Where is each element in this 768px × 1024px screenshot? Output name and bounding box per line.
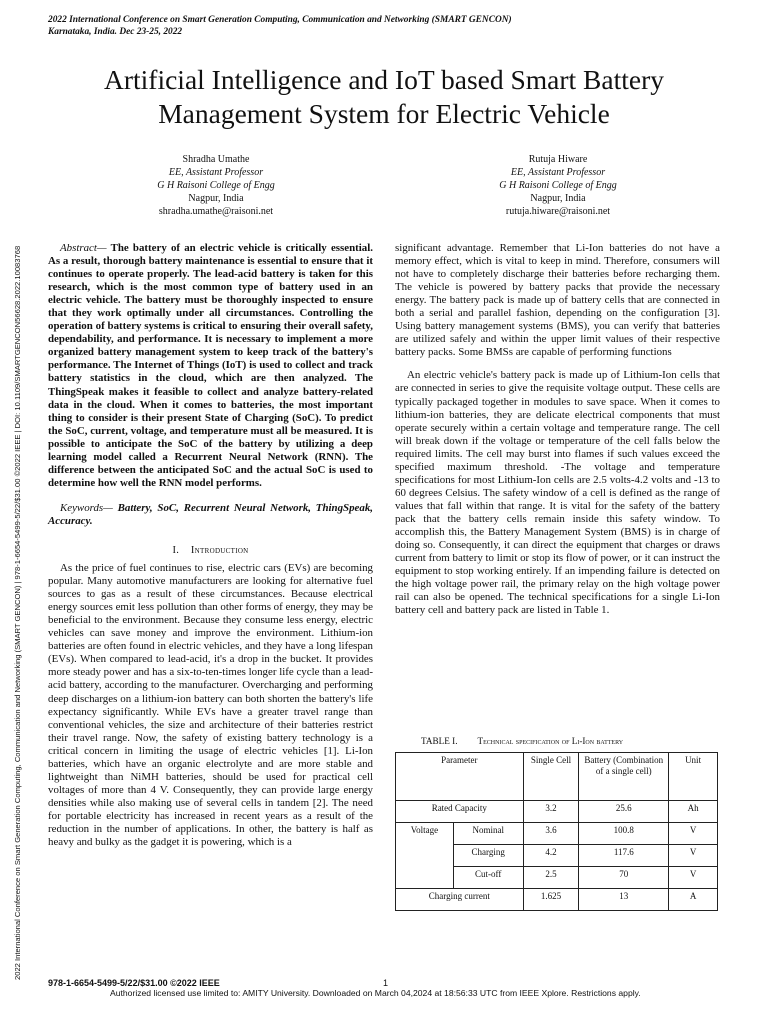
doi-sidebar (6, 100, 20, 980)
abstract-text: The battery of an electric vehicle is critically essential. As a result, thorough battery maintenance is essential to ensure that it continues to operate properly. The lead-acid battery is taken for this research, which is the most common type of battery used in an electric vehicle. The battery must be thoroughly inspected to ensure that they work optimally under all circumstances. Controlling the operation of battery systems is critical to ensuring their overall safety, dependability, and performance. It is necessary to implement a more organized battery management system to keep track of the battery's performance. The Internet of Things (IoT) is used to collect and track battery statistics in the cloud, which are then analyzed. The ThingSpeak makes it feasible to collect and analyze battery-related data in the cloud. When it comes to batteries, the most important thing to consider is their present State of Charging (SoC). To predict the SoC, current, voltage, and temperature must all be measured. It is possible to anticipate the SoC of the battery by utilizing a deep learning model called a Recurrent Neural Network (RNN). The difference between the anticipated SoC and the actual SoC is used to determine how well the RNN model performs. (48, 242, 373, 489)
abstract-lead: Abstract— (60, 242, 107, 254)
table-cell: 70 (579, 867, 669, 889)
table-cell: A (669, 889, 718, 911)
table-cell: Nominal (453, 823, 523, 845)
keywords-text: Battery, SoC, Recurrent Neural Network, ThingSpeak, Accuracy. (48, 501, 373, 527)
conference-header (48, 14, 728, 38)
table-cell: Charging current (396, 889, 524, 911)
author-affiliation: G H Raisoni College of Engg (499, 180, 617, 191)
section-number: I. (172, 544, 180, 556)
author-city: Nagpur, India (188, 193, 244, 204)
table-cell: 4.2 (523, 845, 579, 867)
intro-paragraph: As the price of fuel continues to rise, electric cars (EVs) are becoming popular. Many automotive manufacturers are looking for alternative fuel sources to gas as a result of these circumstances. Because electrical energy sources emit less pollution than other forms of energy, they may be beneficial to the environment. Because they consume less energy, electric vehicles can save money and improve the environment. Lithium-ion batteries are often found in electric vehicles, and they have a long lifespan (EVs). When compared to lead-acid, it's a drop in the bucket. It provides more steady power and has a six-to-ten-times longer life cycle than a lead-acid battery, according to the manufacturer. Overcharging and performing deep discharges on a lithium-ion battery can both shorten the battery's life expectancy significantly. While EVs have a greater travel range than conventional vehicles, the size and architecture of their batteries restrict their travel range. Now, the safety of existing battery technology is a critical concern in limiting the usage of electric vehicles [1]. Li-Ion batteries, which have an organic electrolyte and are more stable and lightweight than NiMH batteries, should be used for practical cell voltages of more than 4 V. Consequently, they can provide large energy densities while also making use of several cells in tandem [2]. The need for portable electricity has increased in recent years as a result of the reduction in the number of applications. In other, the battery is half as heavy and bulky as the gadget it is powering, which is a (48, 562, 373, 849)
author-name: Shradha Umathe (182, 154, 250, 165)
conference-line-1: 2022 International Conference on Smart Generation Computing, Communication and Networking (SMART GENCON) (48, 15, 512, 25)
table-cell: V (669, 823, 718, 845)
author-email[interactable]: shradha.umathe@raisoni.net (158, 206, 274, 217)
table-cell: 1.625 (523, 889, 579, 911)
abstract (48, 242, 373, 490)
section-heading-introduction (48, 544, 373, 557)
table-cell: Charging (453, 845, 523, 867)
table-cell: Rated Capacity (396, 801, 524, 823)
right-paragraph-1: significant advantage. Remember that Li-Ion batteries do not have a memory effect, which is vital to keep in mind. Therefore, consumers will not have to completely discharge their batteries before recharging them. The vehicle is powered by battery packs that provide the necessary energy. The battery pack is made up of battery cells that are connected in both a serial and parallel fashion, depending on the configuration [3]. Using battery management systems (BMS), you can verify that batteries are utilized safely and within the upper limit values of their respective battery packs. Some BMSs are capable of performing functions (395, 242, 720, 359)
table-cell: Cut-off (453, 867, 523, 889)
table-label: TABLE I. (421, 736, 458, 746)
table-cell: 3.6 (523, 823, 579, 845)
license-notice: Authorized licensed use limited to: AMITY University. Downloaded on March 04,2024 at 18:56:33 UTC from IEEE Xplore. Restrictions apply. (110, 988, 641, 998)
section-title: Introduction (190, 544, 249, 556)
table-row (396, 823, 718, 845)
table-cell: 25.6 (579, 801, 669, 823)
right-paragraph-2: An electric vehicle's battery pack is made up of Lithium-Ion cells that are connected in series to give the requisite voltage output. These cells are typically packaged together in modules to save space. When it comes to lithium-ion batteries, they are delicate electrical components that must operate securely within a certain voltage and temperature range. The cell will break down if the voltage or temperature of the cell falls below the required limits. The cell may burst into flames if such values exceed the specified maximum threshold. -The voltage and temperature specifications for most Lithium-Ion cells are 2.5 volts-4.2 volts and -13 to 60 degrees Celsius. The safety window of a cell is defined as the range of values that fall within that range. It is vital for the safety of the battery pack that the battery cells remain inside this safety window. To accomplish this, the Battery Management System (BMS) is in charge of doing so. Consequently, it can direct the equipment that charges or draws current from battery to limit or stop its flow of power, or it can instruct the equipment to stop working entirely. If an impending failure is detected on the high voltage power rail, the primary relay on the high voltage power rail can also be opened. The technical specifications for a single Li-Ion battery cell and battery pack are listed in Table 1. (395, 369, 720, 617)
table-cell: 13 (579, 889, 669, 911)
keywords (48, 502, 373, 528)
author-email[interactable]: rutuja.hiware@raisoni.net (505, 206, 611, 217)
table-header-row (396, 753, 718, 801)
author-name: Rutuja Hiware (528, 154, 588, 165)
table-cell: 117.6 (579, 845, 669, 867)
table-cell: 3.2 (523, 801, 579, 823)
page-number: 1 (383, 978, 389, 988)
table-caption (421, 735, 623, 747)
paper-title (40, 63, 728, 131)
author-city: Nagpur, India (530, 193, 586, 204)
table-cell: V (669, 867, 718, 889)
author-block-2 (438, 153, 678, 218)
footer-isbn: 978-1-6654-5499-5/22/$31.00 ©2022 IEEE (48, 978, 220, 988)
table-header-cell: Single Cell (523, 753, 579, 801)
table-header-cell: Unit (669, 753, 718, 801)
table-cell: 100.8 (579, 823, 669, 845)
conference-line-2: Karnataka, India. Dec 23-25, 2022 (48, 27, 183, 37)
doi-sidebar-text: 2022 International Conference on Smart Generation Computing, Communication and Networking (SMART GENCON) | 978-1-6654-5499-5/22/$31.00 ©2022 IEEE | DOI: 10.1109/SMARTGENCON56628.2022.10083768 (13, 245, 22, 980)
table-row (396, 801, 718, 823)
title-line-1: Artificial Intelligence and IoT based Smart Battery (104, 64, 664, 95)
keywords-lead: Keywords— (60, 501, 113, 514)
left-column (48, 242, 373, 849)
table-cell: Voltage (396, 823, 454, 889)
author-affiliation: G H Raisoni College of Engg (157, 180, 275, 191)
spec-table (395, 752, 718, 911)
author-role: EE, Assistant Professor (510, 167, 606, 178)
title-line-2: Management System for Electric Vehicle (158, 98, 610, 129)
table-row (396, 889, 718, 911)
table-header-cell: Battery (Combination of a single cell) (579, 753, 669, 801)
author-block-1 (96, 153, 336, 218)
table-cell: V (669, 845, 718, 867)
right-column (395, 242, 720, 617)
author-role: EE, Assistant Professor (168, 167, 264, 178)
table-header-cell: Parameter (396, 753, 524, 801)
table-caption-text: Technical specification of Li-Ion battery (477, 736, 624, 746)
table-cell: 2.5 (523, 867, 579, 889)
table-cell: Ah (669, 801, 718, 823)
